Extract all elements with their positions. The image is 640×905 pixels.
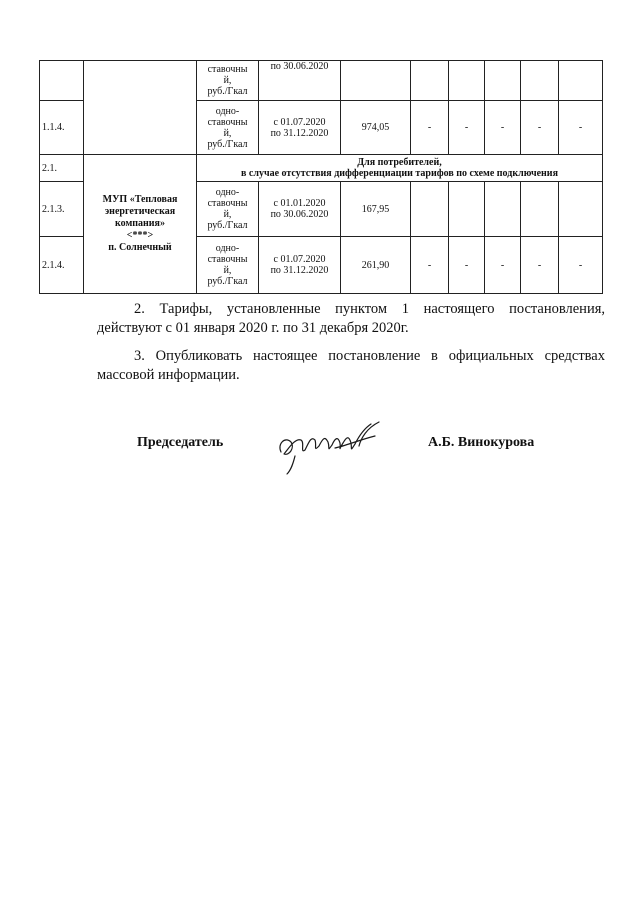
org-location: п. Солнечный (108, 242, 172, 253)
dash-cell: - (449, 101, 485, 155)
period-cell (259, 182, 341, 237)
dash-cell (485, 61, 521, 101)
row-number (40, 61, 84, 101)
period-to: по 31.12.2020 (270, 127, 329, 139)
value-cell: 261,90 (341, 237, 411, 294)
dash-cell: - (559, 237, 603, 294)
section-heading-line: в случае отсутствия дифференциации тарифов по схеме подключения (241, 168, 558, 179)
paragraph-3: 3. Опубликовать настоящее постановление в официальных средствах массовой информации. (97, 348, 605, 383)
dash-cell (449, 61, 485, 101)
org-name-line: компания» (115, 218, 165, 229)
dash-cell (521, 182, 559, 237)
org-cell-empty (84, 61, 197, 155)
dash-cell: - (521, 101, 559, 155)
dash-cell (521, 61, 559, 101)
dash-cell: - (449, 237, 485, 294)
period-cell (259, 101, 341, 155)
period-from: с 01.01.2020 (273, 198, 326, 209)
unit-cell: одно- ставочны й, руб./Гкал (197, 182, 259, 237)
dash-cell: - (411, 101, 449, 155)
section-heading-line: Для потребителей, (357, 157, 442, 168)
unit-cell (197, 61, 259, 101)
row-number: 1.1.4. (40, 101, 84, 155)
row-number: 2.1. (40, 155, 84, 182)
dash-cell: - (521, 237, 559, 294)
row-number: 2.1.3. (40, 182, 84, 237)
dash-cell: - (411, 237, 449, 294)
dash-cell (559, 61, 603, 101)
period-to: по 31.12.2020 (270, 265, 329, 276)
period-to: по 30.06.2020 (270, 209, 329, 220)
signature-block (0, 430, 640, 480)
dash-cell (411, 182, 449, 237)
table-row (40, 61, 603, 101)
dash-cell (485, 182, 521, 237)
org-name-line: энергетическая (104, 206, 176, 217)
row-number: 2.1.4. (40, 237, 84, 294)
period-cell: по 30.06.2020 (259, 61, 341, 101)
org-cell (84, 155, 197, 294)
unit-cell: одно- ставочны й, руб./Гкал (197, 237, 259, 294)
unit-text: ставочны й, руб./Гкал (207, 64, 248, 97)
org-marker: <***> (126, 230, 154, 241)
period-from: с 01.07.2020 (273, 116, 326, 128)
value-cell (341, 61, 411, 101)
dash-cell (449, 182, 485, 237)
period-from: с 01.07.2020 (273, 254, 326, 265)
dash-cell: - (485, 237, 521, 294)
value-cell: 974,05 (341, 101, 411, 155)
value-cell: 167,95 (341, 182, 411, 237)
paragraph-2: 2. Тарифы, установленные пунктом 1 настоящего постановления, действуют с 01 января 2020 г. по 31 декабря 2020г. (97, 301, 605, 336)
signatory-title: Председатель (137, 435, 224, 450)
dash-cell: - (485, 101, 521, 155)
unit-cell: одно- ставочны й, руб./Гкал (197, 101, 259, 155)
period-cell (259, 237, 341, 294)
section-heading (197, 155, 603, 182)
org-name-line: МУП «Тепловая (102, 194, 178, 205)
dash-cell: - (559, 101, 603, 155)
handwritten-signature-icon (275, 418, 385, 476)
signatory-name: А.Б. Винокурова (428, 435, 535, 450)
tariff-table (39, 60, 603, 294)
table-row (40, 155, 603, 182)
dash-cell (559, 182, 603, 237)
dash-cell (411, 61, 449, 101)
